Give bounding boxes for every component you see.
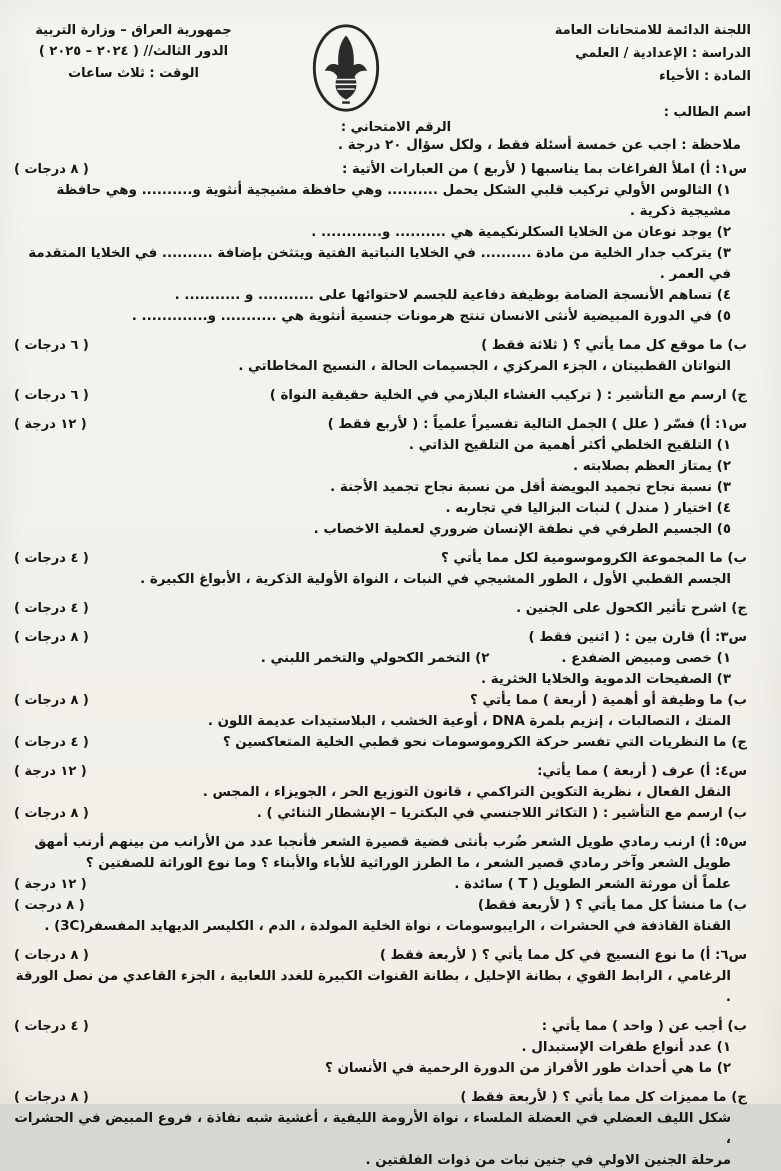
line-text: ب) ما منشأ كل مما يأتي ؟ ( لأربعة فقط) <box>477 898 747 913</box>
exam-line <box>14 356 747 377</box>
marks-label: ( ١٢ درجة ) <box>14 764 87 779</box>
line-text: س٥: أ) ارنب رمادي طويل الشعر ضُرب بأنثى فضية قصيرة الشعر فأنجبا عدد من الأرانب من بينهم أرنب أمهق <box>34 835 747 850</box>
exam-line <box>14 803 747 824</box>
marks-label: ( ١٢ درجة ) <box>14 877 87 892</box>
exam-line <box>14 385 747 406</box>
line-text: ج) ارسم مع التأشير : ( تركيب الغشاء البلازمي في الخلية حقيقية النواة ) <box>269 388 747 403</box>
marks-label: ( ٨ درجات ) <box>14 1090 89 1105</box>
round-line: الدور الثالث// ( ٢٠٢٤ – ٢٠٢٥ ) <box>38 44 229 60</box>
exam-line <box>14 498 747 519</box>
exam-line <box>14 648 747 669</box>
exam-line <box>14 874 747 895</box>
marks-label: ( ٨ درجات ) <box>14 630 89 645</box>
exam-line <box>14 159 747 180</box>
exam-line <box>14 1058 747 1079</box>
marks-label: ( ٦ درجات ) <box>14 388 89 403</box>
marks-label: ( ٤ درجات ) <box>14 735 89 750</box>
exam-line <box>14 569 747 590</box>
marks-label: ( ٨ درجت ) <box>14 898 85 913</box>
student-name-label: اسم الطالب : <box>663 105 751 121</box>
line-text: الجسم القطبي الأول ، الطور المشيجي في النبات ، النواة الأولية الذكرية ، الأبواغ الكبيرة . <box>140 572 731 587</box>
compare-item: ١) خصى ومبيض الضفدع . <box>561 651 731 666</box>
exam-line <box>14 732 747 753</box>
exam-line <box>14 669 747 690</box>
exam-line <box>14 435 747 456</box>
marks-label: ( ٨ درجات ) <box>14 948 89 963</box>
exam-line <box>14 598 747 619</box>
exam-line <box>14 895 747 916</box>
marks-label: ( ١٢ درجة ) <box>14 417 87 432</box>
exam-line <box>14 916 747 937</box>
exam-line <box>14 782 747 803</box>
exam-line <box>14 627 747 648</box>
line-text: ج) اشرح تأثير الكحول على الجنين . <box>516 601 747 616</box>
line-text: س١: أ) فسّر ( علل ) الجمل التالية تفسيراً علمياً : ( لأربع فقط ) <box>327 417 747 432</box>
exam-line <box>14 853 747 874</box>
line-text: ٢) يوجد نوعان من الخلايا السكلرنكيمية هي .......... و............ . <box>311 225 731 240</box>
line-text: ج) ما مميزات كل مما يأتي ؟ ( لأربعة فقط ) <box>460 1090 747 1105</box>
line-text: النواتان القطبيتان ، الجزء المركزي ، الجسيمات الحالة ، النسيج المخاطاتي . <box>238 359 731 374</box>
line-text: ب) ما المجموعة الكروموسومية لكل مما يأتي ؟ <box>440 551 747 566</box>
line-text: ١) عدد أنواع طفرات الإستبدال . <box>521 1040 731 1055</box>
line-text: ١) التلقيح الخلطي أكثر أهمية من التلقيح الذاتي . <box>408 438 731 453</box>
line-text: ب) ما وظيفة أو أهمية ( أربعة ) مما يأتي ؟ <box>470 693 747 708</box>
line-text: ٣) يتركب جدار الخلية من مادة .......... في الخلايا النباتية الفتية ويتثخن بإضافة .......... في الخلايا المتقدمة في العمر . <box>28 246 731 282</box>
exam-note: ملاحظة : اجب عن خمسة أسئلة فقط ، ولكل سؤال ٢٠ درجة . <box>337 137 741 153</box>
study-line: الدراسة : الإعدادية / العلمي <box>575 45 751 61</box>
marks-label: ( ٨ درجات ) <box>14 162 89 177</box>
exam-line <box>14 222 747 243</box>
line-text: ٤) تساهم الأنسجة الضامة بوظيفة دفاعية للجسم لاحتوائها على ........... و ........... . <box>174 288 731 303</box>
exam-line <box>14 711 747 732</box>
header-center-block <box>241 20 451 135</box>
line-text: ٢) ما هي أحداث طور الأفراز من الدورة الرحمية في الأنسان ؟ <box>325 1061 731 1076</box>
exam-line <box>14 243 747 285</box>
compare-item: ٢) التخمر الكحولي والتخمر اللبني . <box>260 651 490 666</box>
line-text: القناة القاذفة في الحشرات ، الرايبوسومات ، نواة الخلية المولدة ، الدم ، الكليسر الديهايد المفسفر‎(3C)‎ . <box>44 919 731 934</box>
line-text: ٥) في الدورة المبيضية لأنثى الانسان تنتج هرمونات جنسية أنثوية هي ........... و............. . <box>131 309 731 324</box>
committee-line: اللجنة الدائمة للامتحانات العامة <box>554 23 751 38</box>
exam-number-label: الرقم الامتحاني : <box>340 120 452 135</box>
subject-line: المادة : الأحياء <box>659 68 751 84</box>
time-line: الوقت : ثلاث ساعات <box>68 65 199 81</box>
exam-line <box>14 690 747 711</box>
exam-line <box>14 306 747 327</box>
line-text <box>14 648 747 669</box>
line-text: س١: أ) املأ الفراغات بما يناسبها ( لأربع ) من العبارات الأتية : <box>342 162 747 177</box>
iraq-eagle-emblem-icon <box>307 20 385 116</box>
line-text: س٤: أ) عرف ( أربعة ) مما يأتي: <box>537 764 747 779</box>
exam-line <box>14 1150 747 1171</box>
header-right-block <box>451 20 751 125</box>
line-text: ٤) اختيار ( مندل ) لنبات البزاليا في تجاربه . <box>445 501 731 516</box>
line-text: ب) أجب عن ( واحد ) مما يأتي : <box>541 1019 747 1034</box>
exam-line <box>14 456 747 477</box>
exam-line <box>14 945 747 966</box>
line-text: س٣: أ) قارن بين : ( اثنين فقط ) <box>528 630 747 645</box>
header-left-block <box>26 20 241 84</box>
exam-line <box>14 477 747 498</box>
exam-line <box>14 180 747 222</box>
marks-label: ( ٨ درجات ) <box>14 806 89 821</box>
marks-label: ( ٦ درجات ) <box>14 338 89 353</box>
line-text: ٣) الصفيحات الدموية والخلايا الخثرية . <box>481 672 731 687</box>
line-text: ٥) الجسيم الطرفي في نطفة الإنسان ضروري لعملية الاخصاب . <box>313 522 731 537</box>
line-text: طويل الشعر وآخر رمادي قصير الشعر ، ما الطرز الوراثية للأباء والأبناء ؟ وما نوع الوراثة للصفتين ؟ <box>85 856 731 871</box>
exam-line <box>14 1108 747 1150</box>
line-text: ج) ما النظريات التي تفسر حركة الكروموسومات نحو قطبي الخلية المتعاكسين ؟ <box>222 735 747 750</box>
marks-label: ( ٤ درجات ) <box>14 551 89 566</box>
exam-line <box>14 285 747 306</box>
exam-line <box>14 335 747 356</box>
exam-line <box>14 1016 747 1037</box>
line-text: مرحلة الجنين الاولي في جنين نبات من ذوات الفلقتين . <box>365 1153 731 1168</box>
exam-line <box>14 1037 747 1058</box>
exam-line <box>14 761 747 782</box>
exam-line <box>14 548 747 569</box>
exam-header <box>0 0 781 135</box>
exam-line <box>14 966 747 1008</box>
line-text: النقل الفعال ، نظرية التكوين التراكمي ، قانون التوزيع الحر ، الجويزاء ، المجس . <box>202 785 731 800</box>
marks-label: ( ٤ درجات ) <box>14 1019 89 1034</box>
line-text: س٦: أ) ما نوع النسيج في كل مما يأتي ؟ ( لأربعة فقط ) <box>379 948 747 963</box>
ministry-line: جمهورية العراق – وزارة التربية <box>35 23 232 38</box>
exam-line <box>14 414 747 435</box>
exam-line <box>14 519 747 540</box>
line-text: ٢) يمتاز العظم بصلابته . <box>573 459 731 474</box>
exam-body <box>0 153 781 1171</box>
exam-line <box>14 832 747 853</box>
line-text: علماً أن مورثة الشعر الطويل ‎( T )‎ سائدة . <box>454 877 731 892</box>
exam-line <box>14 1087 747 1108</box>
line-text: شكل الليف العضلي في العضلة الملساء ، نواة الأرومة الليفية ، أغشية شبه نفاذة ، فروع المبيض في الحشرات ، <box>14 1111 731 1147</box>
marks-label: ( ٨ درجات ) <box>14 693 89 708</box>
line-text: ب) ارسم مع التأشير : ( التكاثر اللاجنسي في البكتريا – الإنشطار الثنائي ) . <box>256 806 747 821</box>
marks-label: ( ٤ درجات ) <box>14 601 89 616</box>
line-text: المتك ، التصالبات ، إنزيم بلمرة DNA ، أوعية الخشب ، البلاستيدات عديمة اللون . <box>207 714 731 729</box>
line-text: الرغامي ، الرابط القوي ، بطانة الإحليل ، بطانة القنوات الكبيرة للغدد اللعابية ، الجزء القاعدي من نصل الورقة . <box>15 969 731 1005</box>
line-text: ١) الثالوس الأولي تركيب قلبي الشكل يحمل .......... وهي حافظة مشيجية أنثوية و.......... وهي حافظة مشيجية ذكرية . <box>56 183 731 219</box>
line-text: ٣) نسبة نجاح تجميد البويضة أقل من نسبة نجاح تجميد الأجنة . <box>330 480 731 495</box>
line-text: ب) ما موقع كل مما يأتي ؟ ( ثلاثة فقط ) <box>481 338 747 353</box>
